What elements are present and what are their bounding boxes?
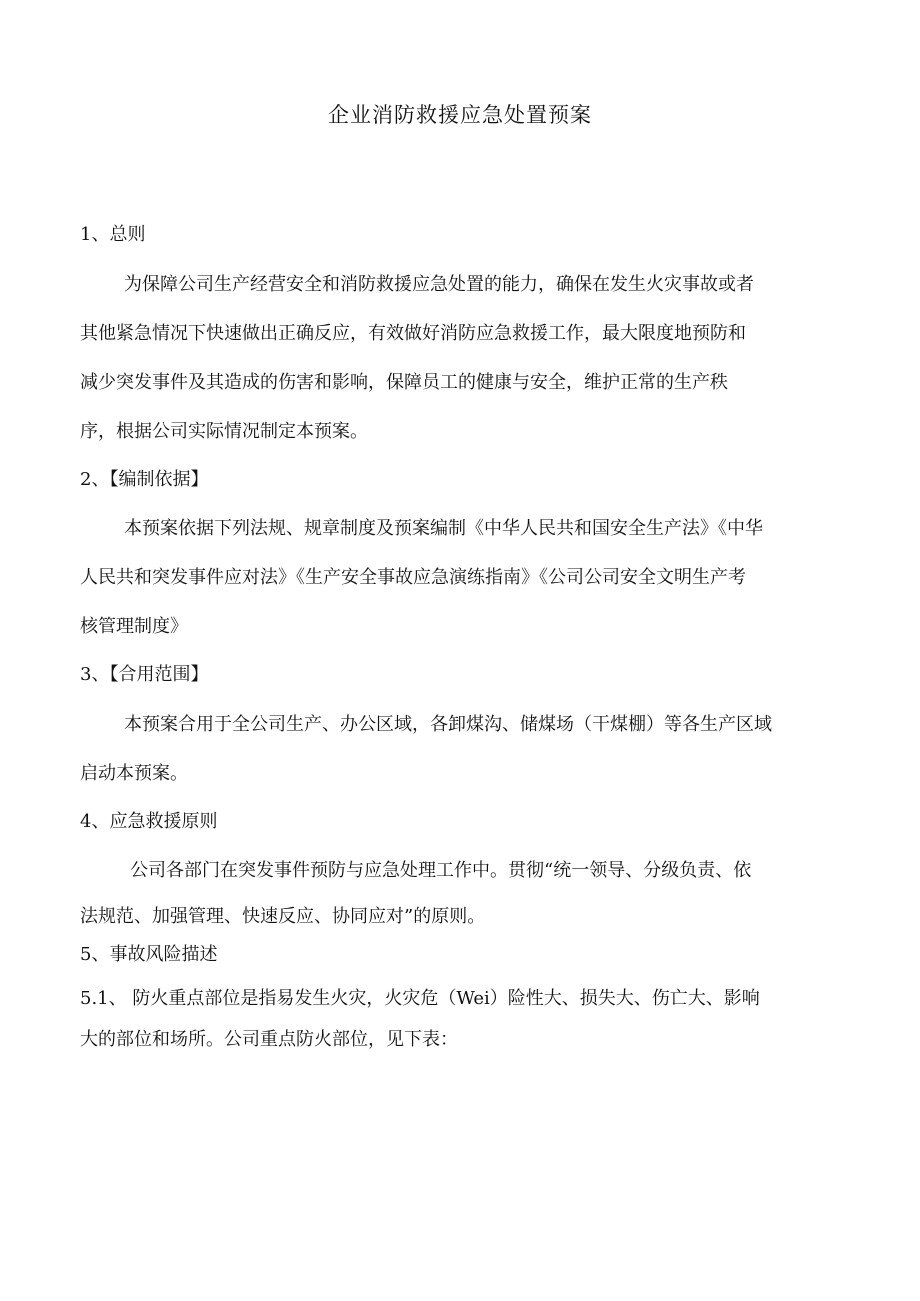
paragraph-line: 减少突发事件及其造成的伤害和影响，保障员工的健康与安全，维护正常的生产秩 <box>80 372 728 393</box>
paragraph-line: 本预案依据下列法规、规章制度及预案编制《中华人民共和国安全生产法》《中华 <box>124 518 763 539</box>
paragraph-line: 本预案合用于全公司生产、办公区域，各卸煤沟、储煤场（干煤棚）等各生产区域 <box>124 714 772 735</box>
document-title: 企业消防救援应急处置预案 <box>328 103 592 127</box>
paragraph-line: 5.1、 防火重点部位是指易发生火灾，火灾危（Wei）险性大、损失大、伤亡大、影响 <box>80 988 760 1009</box>
section-heading-principles: 4、应急救援原则 <box>80 811 218 832</box>
paragraph-line: 核管理制度》 <box>80 616 188 637</box>
section-heading-scope: 3、【合用范围】 <box>80 664 209 685</box>
paragraph-line: 其他紧急情况下快速做出正确反应，有效做好消防应急救援工作，最大限度地预防和 <box>80 323 746 344</box>
section-heading-general: 1、总则 <box>80 224 146 245</box>
paragraph-line: 法规范、加强管理、快速反应、协同应对”的原则。 <box>80 906 486 927</box>
paragraph-line: 人民共和突发事件应对法》《生产安全事故应急演练指南》《公司公司安全文明生产考 <box>80 567 746 588</box>
section-heading-risk: 5、事故风险描述 <box>80 944 218 965</box>
paragraph-line: 为保障公司生产经营安全和消防救援应急处置的能力，确保在发生火灾事故或者 <box>124 274 754 295</box>
paragraph-line: 启动本预案。 <box>80 763 188 784</box>
paragraph-line: 大的部位和场所。公司重点防火部位，见下表： <box>80 1029 458 1050</box>
paragraph-line: 序，根据公司实际情况制定本预案。 <box>80 421 368 442</box>
section-heading-basis: 2、【编制依据】 <box>80 469 209 490</box>
paragraph-line: 公司各部门在突发事件预防与应急处理工作中。贯彻“统一领导、分级负责、依 <box>130 860 752 881</box>
